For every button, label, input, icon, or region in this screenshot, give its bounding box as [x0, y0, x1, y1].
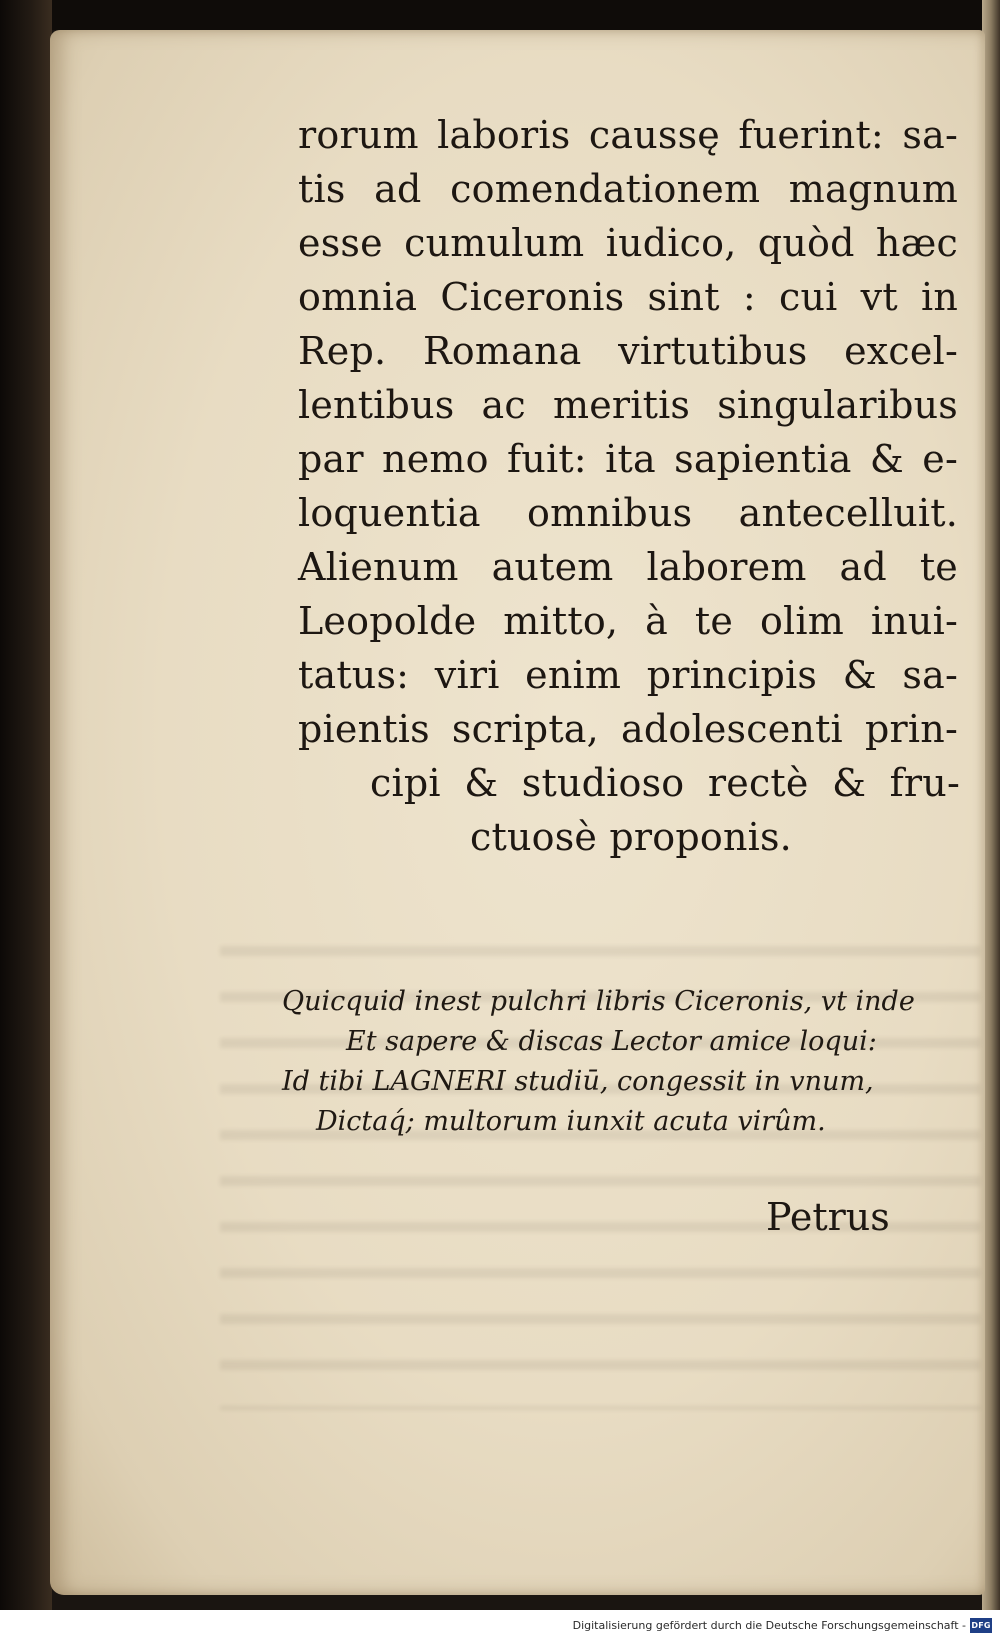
funding-credit: Digitalisierung gefördert durch die Deutsche Forschungsgemeinschaft -: [572, 1619, 966, 1632]
text-line: ctuosè proponis.: [470, 815, 792, 859]
binding-spine: [0, 0, 52, 1642]
text-line: Rep. Romana virtutibus excel-: [298, 329, 958, 373]
digitization-footer: [0, 1610, 1000, 1642]
verse-line: Quicquid inest pulchri libris Ciceronis, vt inde: [282, 986, 915, 1017]
dfg-logo-icon: DFG: [970, 1618, 992, 1633]
verse-line: Dictaq́; multorum iunxit acuta virûm.: [316, 1106, 826, 1137]
text-line: par nemo fuit: ita sapientia & e-: [298, 437, 958, 481]
text-line: lentibus ac meritis singularibus: [298, 383, 958, 427]
binding-top-edge: [0, 0, 1000, 30]
text-line: loquentia omnibus antecelluit.: [298, 491, 958, 535]
catchword: Petrus: [766, 1195, 890, 1239]
verse-line: Id tibi LAGNERI studiū, congessit in vnum,: [282, 1066, 874, 1097]
text-line: Alienum autem laborem ad te: [298, 545, 958, 589]
text-line: tis ad comendationem magnum: [298, 167, 958, 211]
text-line: cipi & studioso rectè & fru-: [370, 761, 960, 805]
text-line: omnia Ciceronis sint : cui vt in: [298, 275, 958, 319]
text-line: Leopolde mitto, à te olim inui-: [298, 599, 958, 643]
text-line: tatus: viri enim principis & sa-: [298, 653, 958, 697]
text-line: esse cumulum iudico, quòd hæc: [298, 221, 958, 265]
text-line: rorum laboris caussę fuerint: sa-: [298, 113, 958, 157]
text-line: pientis scripta, adolescenti prin-: [298, 707, 958, 751]
book-page: [50, 30, 985, 1595]
verse-line: Et sapere & discas Lector amice loqui:: [346, 1026, 877, 1057]
